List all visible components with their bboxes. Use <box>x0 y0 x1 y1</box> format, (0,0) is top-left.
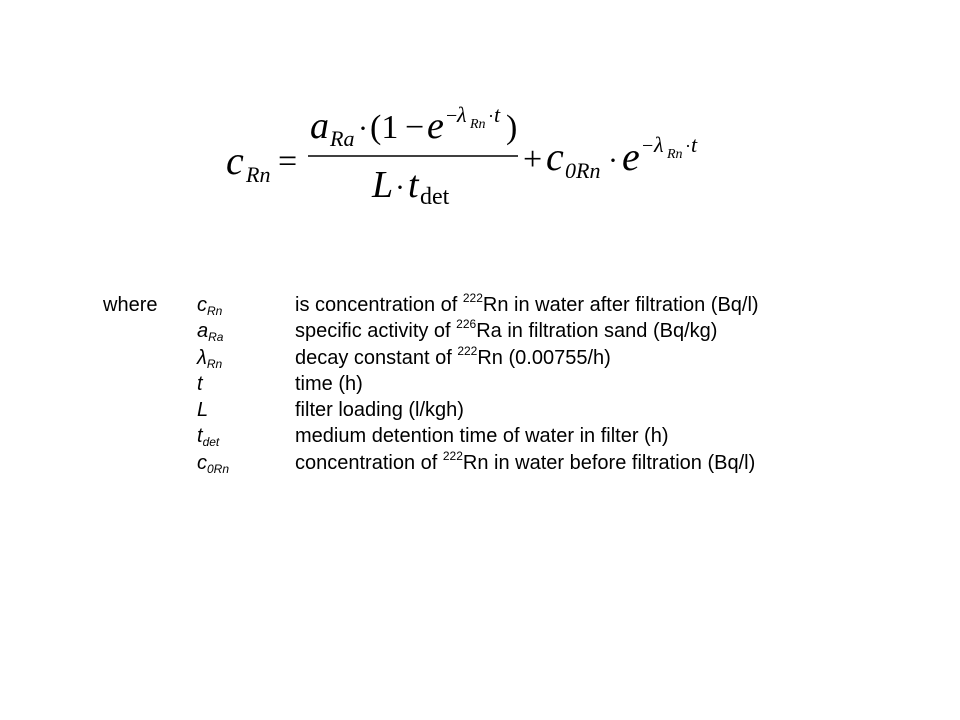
legend-desc-pre: specific activity of <box>295 320 457 343</box>
formula-num-a-sub: Ra <box>330 126 355 151</box>
formula-plus-e: e <box>622 134 640 179</box>
formula-num-exp-lambda: λ <box>457 102 467 127</box>
legend-symbol <box>197 450 229 476</box>
legend-description <box>295 450 755 476</box>
legend-desc-post: Rn in water after filtration (Bq/l) <box>482 294 759 316</box>
legend-desc-pre: concentration of <box>295 451 443 474</box>
legend-desc-pre: filter loading (l/kgh) <box>295 399 464 422</box>
formula-num-e: e <box>427 105 444 147</box>
legend-symbol-sub: 0Rn <box>207 461 230 476</box>
formula-den-t-sub: det <box>420 184 450 210</box>
formula-lhs-sub: Rn <box>246 162 271 187</box>
formula-num-a: a <box>310 105 329 147</box>
formula-plus-exp-lambda-sub: Rn <box>667 147 683 162</box>
formula-den-t: t <box>408 164 419 206</box>
formula-num-close: ) <box>506 109 518 146</box>
legend-symbol-main: λ <box>197 346 207 369</box>
legend-desc-sup: 222 <box>442 448 463 463</box>
legend-symbol <box>197 371 203 397</box>
legend-desc-post: Rn (0.00755/h) <box>477 346 611 369</box>
legend-symbol <box>197 318 223 344</box>
formula-plus-exp-dot: · <box>685 136 691 156</box>
legend-symbol-sub: Rn <box>207 304 223 318</box>
formula-num-minus: − <box>405 109 425 146</box>
legend-row <box>103 345 863 371</box>
legend-desc-post: Ra in filtration sand (Bq/kg) <box>476 320 718 343</box>
formula-plus-exp-t: t <box>691 132 698 157</box>
legend-symbol-main: L <box>197 399 209 422</box>
legend-desc-sup: 222 <box>462 291 483 305</box>
legend-symbol-sub: Rn <box>206 356 223 371</box>
variable-legend <box>103 292 863 476</box>
legend-symbol-main: c <box>197 294 207 316</box>
formula-graphic <box>220 100 720 220</box>
legend-desc-pre: medium detention time of water in filter (h) <box>295 425 669 448</box>
legend-description <box>295 423 669 449</box>
legend-row <box>103 318 863 344</box>
legend-symbol-main: t <box>197 372 203 395</box>
formula-plus-exp-lambda: λ <box>654 132 664 157</box>
formula-lhs-c: c <box>226 138 244 183</box>
legend-description <box>295 345 611 371</box>
legend-desc-sup: 226 <box>456 317 477 332</box>
legend-desc-post: Rn in water before filtration (Bq/l) <box>462 451 756 474</box>
formula-plus-exp-minus: − <box>642 135 654 157</box>
legend-symbol <box>197 345 222 371</box>
legend-desc-pre: is concentration of <box>295 294 463 316</box>
legend-row <box>103 371 863 397</box>
legend-symbol-main: c <box>197 451 207 474</box>
formula-plus-c-sub: 0Rn <box>565 158 601 183</box>
legend-row <box>103 292 863 318</box>
formula-num-open: (1 <box>370 109 399 146</box>
formula-plus-c: c <box>546 134 564 179</box>
legend-row <box>103 450 863 476</box>
legend-symbol-main: a <box>197 320 209 343</box>
formula-den-dot: · <box>395 171 405 204</box>
legend-symbol <box>197 397 208 423</box>
formula-num-exp-dot: · <box>488 106 494 126</box>
formula-num-exp-minus: − <box>446 105 458 127</box>
radon-concentration-formula <box>220 100 720 220</box>
legend-symbol <box>197 423 219 449</box>
legend-row <box>103 423 863 449</box>
formula-num-exp-lambda-sub: Rn <box>470 117 486 132</box>
legend-row <box>103 397 863 423</box>
legend-description <box>295 292 759 318</box>
legend-description <box>295 397 464 423</box>
legend-symbol-sub: det <box>202 435 220 450</box>
formula-num-exp-t: t <box>494 102 501 127</box>
legend-symbol-sub: Ra <box>208 330 224 345</box>
legend-desc-pre: decay constant of <box>295 346 458 369</box>
formula-equals: = <box>278 143 298 180</box>
legend-desc-sup: 222 <box>457 343 478 358</box>
formula-plus-dot: · <box>608 144 618 177</box>
formula-plus: + <box>523 141 543 178</box>
legend-desc-pre: time (h) <box>295 372 363 395</box>
formula-den-L: L <box>372 164 394 206</box>
legend-symbol <box>197 292 222 318</box>
formula-num-dot: · <box>358 112 368 145</box>
legend-description <box>295 371 363 397</box>
legend-description <box>295 318 717 344</box>
where-label: where <box>103 294 158 316</box>
legend-symbol-main: t <box>197 425 203 448</box>
